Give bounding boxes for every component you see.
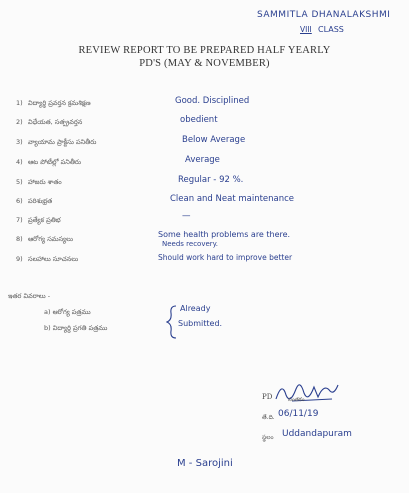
student-name: SAMMITLA DHANALAKSHMI <box>257 10 391 20</box>
submitted-note-line2: Submitted. <box>178 319 223 328</box>
class-number: VIII <box>300 25 312 34</box>
item-label: ప్రత్యేక ప్రతిభ <box>28 216 61 224</box>
pd-signature <box>272 377 342 407</box>
list-item <box>0 115 409 133</box>
item-number: 5) <box>16 178 23 186</box>
list-item <box>0 135 409 153</box>
list-item <box>0 155 409 173</box>
item-number: 2) <box>16 118 23 126</box>
item-number: 6) <box>16 197 23 205</box>
date-prefix: తే.ది. <box>262 414 275 421</box>
submitted-note-line1: Already <box>180 304 211 313</box>
item-label: ఆట పోటీల్లో పనితీరు <box>28 158 82 166</box>
item-answer: Regular - 92 %. <box>178 175 244 185</box>
item-label: సలహాలు సూచనలు <box>28 255 79 263</box>
item-label: ఆరోగ్య సమస్యలు <box>28 235 73 243</box>
item-label: హాజరు శాతం <box>28 178 62 186</box>
item-number: 1) <box>16 99 23 107</box>
item-number: 4) <box>16 158 23 166</box>
item-label: విధేయత, సత్ప్రవర్తన <box>28 118 83 126</box>
list-item <box>0 213 409 231</box>
section-label: ఇతర వివరాలు - <box>8 292 51 300</box>
item-number: 9) <box>16 255 23 263</box>
list-item <box>0 96 409 114</box>
item-answer: — <box>182 211 191 221</box>
place-prefix: స్థలం <box>262 434 274 441</box>
list-item <box>0 175 409 193</box>
item-answer: Some health problems are there. <box>158 230 291 239</box>
item-number: 7) <box>16 216 23 224</box>
item-label: విద్యార్థి ప్రవర్తన క్రమశిక్షణ <box>28 99 91 107</box>
item-answer: Clean and Neat maintenance <box>170 194 295 204</box>
item-answer: Below Average <box>182 135 246 145</box>
item-answer: Average <box>185 155 220 165</box>
class-label: CLASS <box>318 25 344 34</box>
item-label: పరిశుభ్రత <box>28 197 53 205</box>
parent-signature: M - Sarojini <box>177 458 233 469</box>
pd-label: PD <box>262 393 273 401</box>
pd-sign-suffix: సంతకం <box>288 397 305 403</box>
item-number: 3) <box>16 138 23 146</box>
item-answer: Good. Disciplined <box>175 96 250 106</box>
health-card-item: a) ఆరోగ్య పత్రము <box>44 308 91 316</box>
report-date: 06/11/19 <box>278 409 319 419</box>
item-answer: Should work hard to improve better <box>158 253 293 262</box>
list-item <box>0 194 409 212</box>
item-answer: obedient <box>180 115 218 125</box>
report-title-line1: REVIEW REPORT TO BE PREPARED HALF YEARLY <box>78 45 331 56</box>
report-title-line2: PD'S (MAY & NOVEMBER) <box>139 58 270 69</box>
list-item <box>0 251 409 269</box>
item-label: వ్యాయామ ప్రాక్టీసు పనితీరు <box>28 138 97 146</box>
item-number: 8) <box>16 235 23 243</box>
progress-card-item: b) విద్యార్థి ప్రగతి పత్రము <box>44 324 108 332</box>
place-name: Uddandapuram <box>282 429 352 439</box>
list-item <box>0 232 409 250</box>
item-answer-continued: Needs recovery. <box>162 240 219 248</box>
